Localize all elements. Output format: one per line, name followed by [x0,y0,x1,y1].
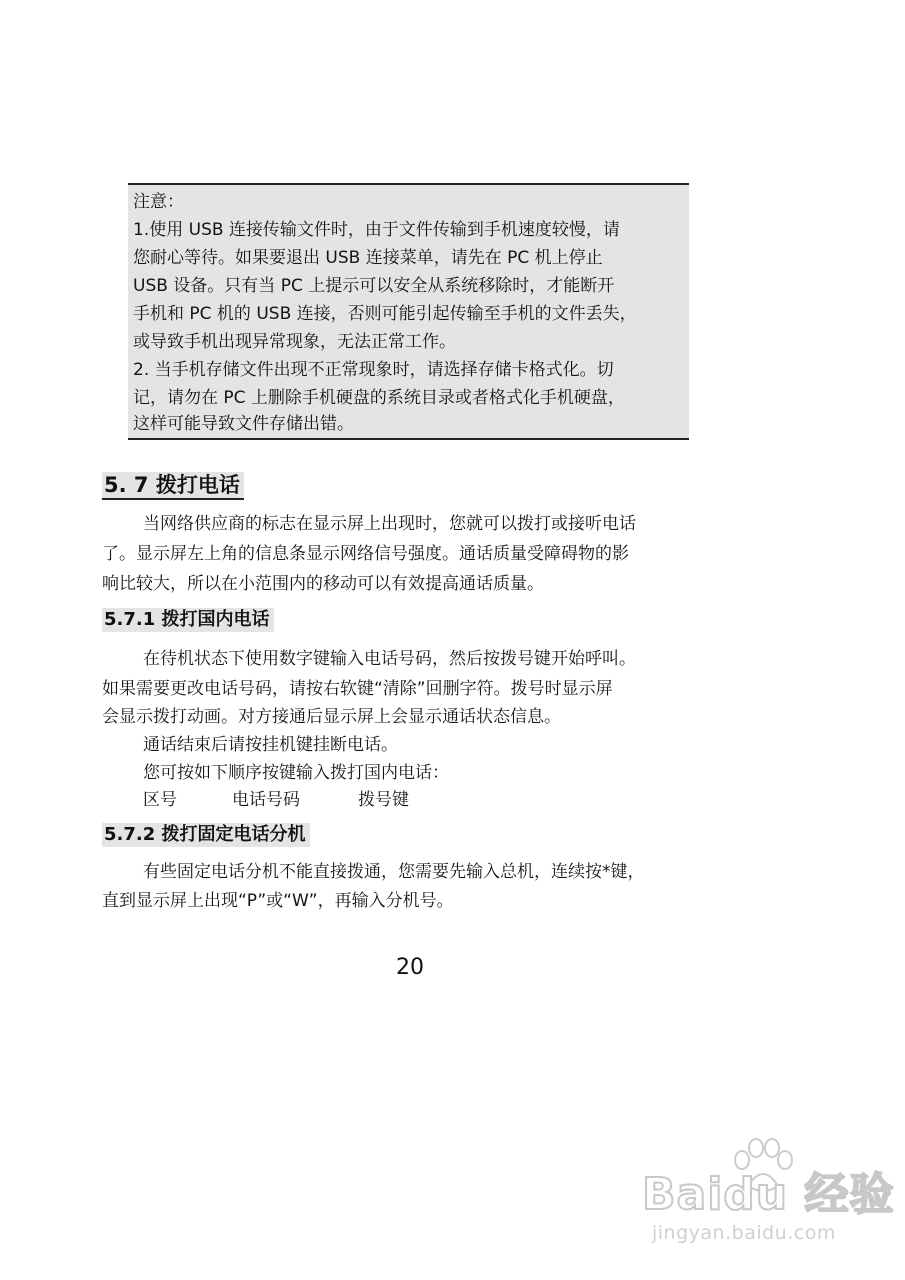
watermark-url: jingyan.baidu.com [652,1222,836,1244]
note-box [128,183,689,440]
paragraph-line: 通话结束后请按挂机键挂断电话。 [143,735,398,755]
paragraph-line: 在待机状态下使用数字键输入电话号码，然后按拨号键开始呼叫。 [143,649,636,669]
paragraph-line: 如果需要更改电话号码，请按右软键“清除”回删字符。拨号时显示屏 [102,679,613,699]
section-heading-5-7-1: 5.7.1 拨打国内电话 [102,608,274,632]
note-line: 或导致手机出现异常现象，无法正常工作。 [133,332,456,352]
note-line: 您耐心等待。如果要退出 USB 连接菜单，请先在 PC 机上停止 [133,248,603,268]
note-line: USB 设备。只有当 PC 上提示可以安全从系统移除时，才能断开 [133,276,615,296]
paragraph-line: 了。显示屏左上角的信息条显示网络信号强度。通话质量受障碍物的影 [102,544,629,564]
paragraph-line: 响比较大，所以在小范围内的移动可以有效提高通话质量。 [102,574,544,594]
note-line: 手机和 PC 机的 USB 连接，否则可能引起传输至手机的文件丢失， [133,304,637,324]
sequence-step: 电话号码 [232,790,300,810]
page-number: 20 [396,955,424,980]
baidu-watermark [642,1138,895,1268]
paragraph-line: 直到显示屏上出现“P”或“W”，再输入分机号。 [102,891,454,911]
paragraph-line: 会显示拨打动画。对方接通后显示屏上会显示通话状态信息。 [102,707,561,727]
note-line: 这样可能导致文件存储出错。 [133,414,354,434]
watermark-logo-text: Baidu 经验 [642,1169,895,1220]
sequence-step: 拨号键 [358,790,409,810]
note-line: 2. 当手机存储文件出现不正常现象时，请选择存储卡格式化。切 [133,360,614,380]
note-line: 1.使用 USB 连接传输文件时，由于文件传输到手机速度较慢，请 [133,220,620,240]
paragraph-line: 当网络供应商的标志在显示屏上出现时，您就可以拨打或接听电话 [143,514,636,534]
note-title: 注意： [133,192,184,212]
section-heading-5-7-2: 5.7.2 拨打固定电话分机 [102,823,310,847]
note-line: 记，请勿在 PC 上删除手机硬盘的系统目录或者格式化手机硬盘， [133,388,625,408]
paragraph-line: 您可按如下顺序按键输入拨打国内电话： [143,763,449,783]
sequence-step: 区号 [143,790,177,810]
section-heading-5-7: 5. 7 拨打电话 [102,472,244,500]
paragraph-line: 有些固定电话分机不能直接拨通，您需要先输入总机，连续按*键， [143,862,645,882]
